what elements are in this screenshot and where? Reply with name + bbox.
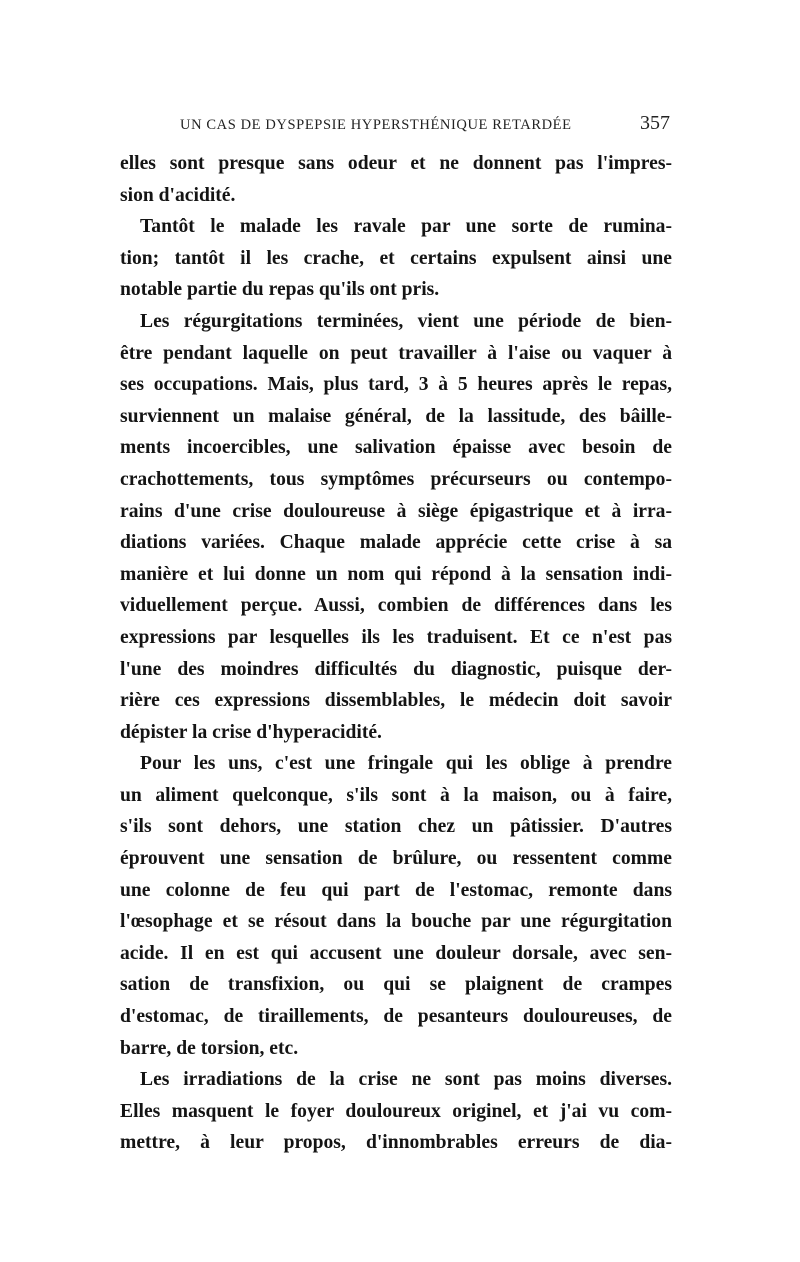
text-line: tion; tantôt il les crache, et certains expulsent ainsi une — [120, 247, 672, 269]
text-line: une colonne de feu qui part de l'estomac, remonte dans — [120, 879, 672, 901]
text-line: surviennent un malaise général, de la lassitude, des bâille- — [120, 405, 672, 427]
text-line: s'ils sont dehors, une station chez un pâtissier. D'autres — [120, 816, 672, 838]
text-line: manière et lui donne un nom qui répond à la sensation indi- — [120, 563, 672, 585]
text-line: mettre, à leur propos, d'innombrables erreurs de dia- — [120, 1132, 672, 1154]
text-line: Les régurgitations terminées, vient une période de bien- — [140, 310, 672, 332]
text-line: être pendant laquelle on peut travailler à l'aise ou vaquer à — [120, 342, 672, 364]
text-line: notable partie du repas qu'ils ont pris. — [120, 279, 440, 301]
text-line: rains d'une crise douloureuse à siège épigastrique et à irra- — [120, 500, 672, 522]
page-number: 357 — [640, 112, 670, 134]
text-line: d'estomac, de tiraillements, de pesanteurs douloureuses, de — [120, 1006, 672, 1028]
text-line: expressions par lesquelles ils les traduisent. Et ce n'est pas — [120, 626, 672, 648]
text-line: Les irradiations de la crise ne sont pas moins diverses. — [140, 1069, 672, 1091]
text-line: acide. Il en est qui accusent une douleur dorsale, avec sen- — [120, 942, 672, 964]
text-line: viduellement perçue. Aussi, combien de différences dans les — [120, 595, 672, 617]
text-line: l'œsophage et se résout dans la bouche par une régurgitation — [120, 911, 672, 933]
text-line: Elles masquent le foyer douloureux originel, et j'ai vu com- — [120, 1100, 672, 1122]
body-text — [120, 148, 672, 1159]
text-line: diations variées. Chaque malade apprécie cette crise à sa — [120, 532, 672, 554]
text-line: un aliment quelconque, s'ils sont à la maison, ou à faire, — [120, 784, 672, 806]
text-line: l'une des moindres difficultés du diagnostic, puisque der- — [120, 658, 672, 680]
text-line: Pour les uns, c'est une fringale qui les oblige à prendre — [140, 753, 672, 775]
text-line: elles sont presque sans odeur et ne donnent pas l'impres- — [120, 153, 672, 174]
text-line: sion d'acidité. — [120, 184, 236, 206]
text-line: sation de transfixion, ou qui se plaignent de crampes — [120, 974, 672, 996]
text-line: ments incoercibles, une salivation épaisse avec besoin de — [120, 437, 672, 459]
text-line: éprouvent une sensation de brûlure, ou ressentent comme — [120, 848, 672, 870]
text-line: dépister la crise d'hyperacidité. — [120, 721, 382, 743]
text-line: rière ces expressions dissemblables, le médecin doit savoir — [120, 690, 672, 712]
text-line: Tantôt le malade les ravale par une sorte de rumina- — [140, 216, 672, 238]
text-line: crachottements, tous symptômes précurseurs ou contempo- — [120, 468, 672, 490]
text-line: ses occupations. Mais, plus tard, 3 à 5 heures après le repas, — [120, 374, 672, 396]
running-head: UN CAS DE DYSPEPSIE HYPERSTHÉNIQUE RETARDÉE — [180, 117, 572, 133]
text-line: barre, de torsion, etc. — [120, 1037, 299, 1059]
